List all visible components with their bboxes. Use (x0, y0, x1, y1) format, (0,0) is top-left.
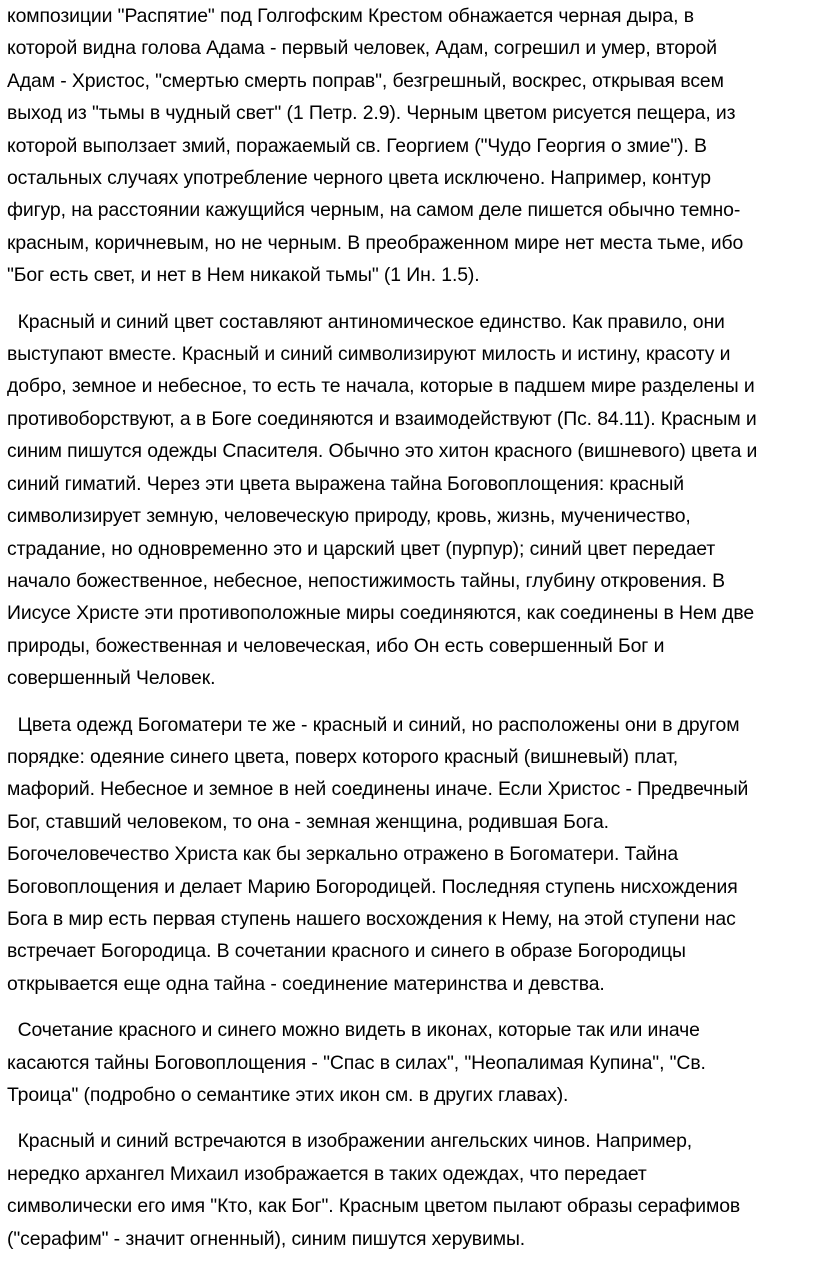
text-line: которой видна голова Адама - первый человек, Адам, согрешил и умер, второй (7, 37, 718, 60)
paragraph-spacer (7, 695, 807, 709)
paragraph-angelic-ranks (7, 1125, 807, 1255)
text-line: мафорий. Небесное и земное в ней соединены иначе. Если Христос - Предвечный (7, 778, 749, 801)
text-line: композиции "Распятие" под Голгофским Крестом обнажается черная дыра, в (7, 5, 694, 27)
text-line: символизирует земную, человеческую природу, кровь, жизнь, мученичество, (7, 505, 691, 528)
text-line: противоборствуют, а в Боге соединяются и взаимодействуют (Пс. 84.11). Красным и (7, 407, 757, 430)
text-line: выступают вместе. Красный и синий символизируют милость и истину, красоту и (7, 343, 731, 366)
text-line: Богочеловечество Христа как бы зеркально отражено в Богоматери. Тайна (7, 843, 679, 866)
text-line: порядке: одеяние синего цвета, поверх которого красный (вишневый) плат, (7, 745, 679, 768)
text-line: выход из "тьмы в чудный свет" (1 Петр. 2.9). Черным цветом рисуется пещера, из (7, 102, 736, 125)
text-line: встречает Богородица. В сочетании красного и синего в образе Богородицы (7, 940, 686, 963)
text-line: остальных случаях употребление черного цвета исключено. Например, контур (7, 167, 711, 190)
text-line: Иисусе Христе эти противоположные миры соединяются, как соединены в Нем две (7, 602, 755, 625)
paragraph-spacer (7, 1000, 807, 1014)
text-line: Красный и синий цвет составляют антиномическое единство. Как правило, они (7, 310, 725, 333)
text-line: которой выползает змий, поражаемый св. Георгием ("Чудо Георгия о змие"). В (7, 134, 707, 157)
text-line: страдание, но одновременно это и царский цвет (пурпур); синий цвет передает (7, 537, 716, 560)
paragraph-black-color (7, 0, 807, 292)
text-line: красным, коричневым, но не черным. В преображенном мире нет места тьме, ибо (7, 231, 744, 254)
text-line: ("серафим" - значит огненный), синим пишутся херувимы. (7, 1227, 526, 1250)
text-line: Адам - Христос, "смертью смерть поправ", безгрешный, воскрес, открывая всем (7, 69, 724, 92)
text-line: символически его имя "Кто, как Бог". Красным цветом пылают образы серафимов (7, 1195, 741, 1218)
text-line: начало божественное, небесное, непостижимость тайны, глубину откровения. В (7, 569, 725, 592)
text-line: "Бог есть свет, и нет в Нем никакой тьмы" (1 Ин. 1.5). (7, 264, 480, 287)
text-line: добро, земное и небесное, то есть те начала, которые в падшем мире разделены и (7, 375, 755, 398)
text-line: Бог, ставший человеком, то она - земная женщина, родившая Бога. (7, 810, 609, 833)
text-line: совершенный Человек. (7, 667, 216, 690)
text-line: синим пишутся одежды Спасителя. Обычно это хитон красного (вишневого) цвета и (7, 440, 758, 463)
document-page (7, 0, 807, 1255)
text-line: Цвета одежд Богоматери те же - красный и синий, но расположены они в другом (7, 713, 740, 736)
paragraph-spacer (7, 1111, 807, 1125)
paragraph-spacer (7, 292, 807, 306)
text-line: фигур, на расстоянии кажущийся черным, на самом деле пишется обычно темно- (7, 199, 741, 222)
paragraph-theotokos-garments (7, 709, 807, 1001)
text-line: Троица" (подробно о семантике этих икон см. в других главах). (7, 1084, 569, 1106)
paragraph-icons-incarnation (7, 1014, 807, 1111)
text-line: нередко архангел Михаил изображается в таких одеждах, что передает (7, 1162, 647, 1185)
paragraph-red-and-blue (7, 306, 807, 695)
text-line: Бога в мир есть первая ступень нашего восхождения к Нему, на этой ступени нас (7, 907, 736, 930)
text-line: синий гиматий. Через эти цвета выражена тайна Боговоплощения: красный (7, 472, 684, 495)
text-line: Красный и синий встречаются в изображении ангельских чинов. Например, (7, 1130, 693, 1153)
text-line: Сочетание красного и синего можно видеть в иконах, которые так или иначе (7, 1019, 700, 1042)
text-line: Боговоплощения и делает Марию Богородицей. Последняя ступень нисхождения (7, 875, 738, 898)
text-line: природы, божественная и человеческая, ибо Он есть совершенный Бог и (7, 634, 665, 657)
text-line: открывается еще одна тайна - соединение материнства и девства. (7, 972, 605, 995)
text-line: касаются тайны Боговоплощения - "Спас в силах", "Неопалимая Купина", "Св. (7, 1051, 706, 1074)
